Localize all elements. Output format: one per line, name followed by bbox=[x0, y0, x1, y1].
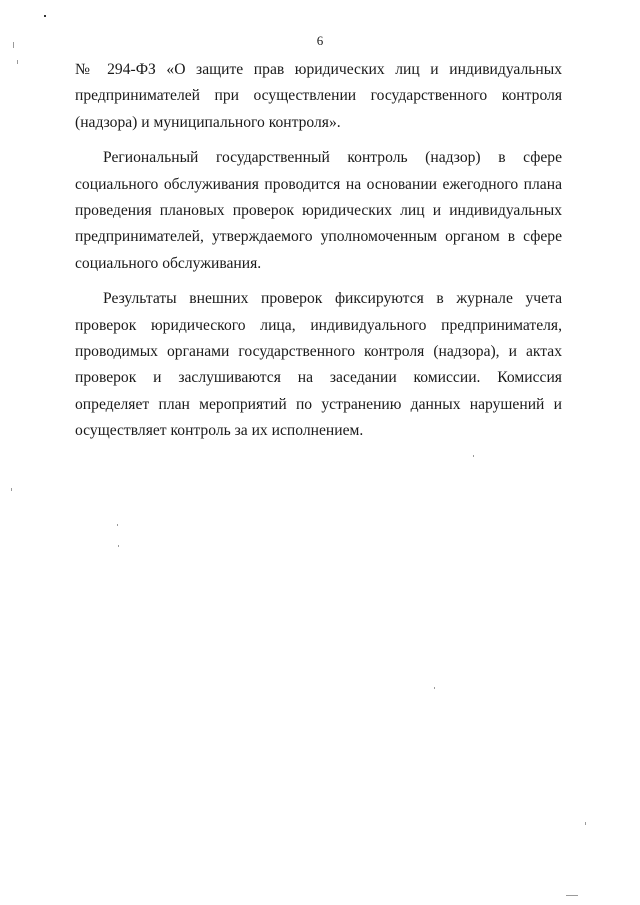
scan-speck bbox=[44, 15, 46, 17]
scan-speck bbox=[566, 895, 578, 896]
scan-speck bbox=[118, 545, 119, 547]
scan-speck bbox=[473, 455, 474, 457]
scan-speck bbox=[434, 687, 435, 689]
paragraph-regional-control: Региональный государственный контроль (надзор) в сфере социального обслуживания проводится на основании ежегодного плана проведения плановых проверок юридических лиц и индивидуальных предпринимателей, утверждаемого уполномоченным органом в сфере социального обслуживания. bbox=[75, 149, 562, 272]
paragraph-law-reference: № 294-ФЗ «О защите прав юридических лиц и индивидуальных предпринимателей при осуществлении государственного контроля (надзора) и муниципального контроля». bbox=[75, 61, 562, 131]
paragraph-inspection-results: Результаты внешних проверок фиксируются в журнале учета проверок юридического лица, индивидуального предпринимателя, проводимых органами государственного контроля (надзора), и актах проверок и заслушиваются на заседании комиссии. Комиссия определяет план мероприятий по устранению данных нарушений и осуществляет контроль за их исполнением. bbox=[75, 290, 562, 440]
scan-speck bbox=[585, 822, 586, 825]
document-body bbox=[75, 57, 562, 445]
page-number: 6 bbox=[316, 33, 324, 48]
scan-speck bbox=[11, 488, 12, 491]
scan-speck bbox=[117, 524, 118, 526]
scan-speck bbox=[17, 60, 18, 64]
scan-speck bbox=[13, 42, 14, 48]
